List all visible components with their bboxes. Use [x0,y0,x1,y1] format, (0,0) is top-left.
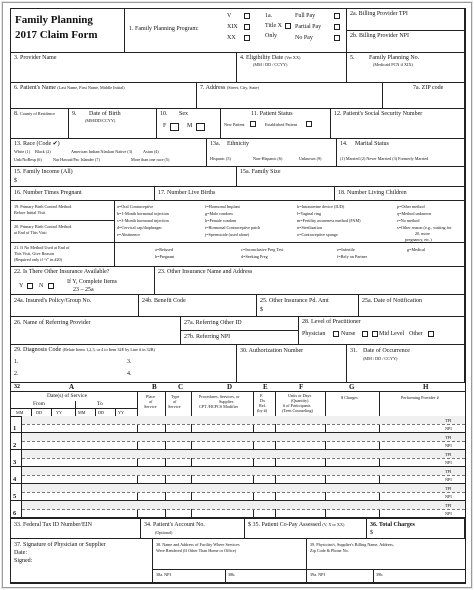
benefit-code-field[interactable] [139,295,257,317]
other-ins-amt-label: 25. Other Insurance Pd. Amt [260,298,329,304]
patient-name-field[interactable] [11,83,197,109]
established-patient-checkbox[interactable] [306,121,312,127]
label-title-x: Title X [265,23,282,29]
signature-signed: Signed: [14,558,33,564]
facility-npi-label: 38a. NPI [156,572,171,577]
referring-npi-field[interactable] [181,331,299,345]
facility-line2: Were Rendered (If Other Than Home or Office) [156,548,237,553]
marital-status-field [337,139,465,167]
other-insurance-name-label: 23. Other Insurance Name and Address [158,269,253,275]
col-letter-f: F [299,383,304,391]
label-only: Only [265,33,277,39]
procedures-header-1: Procedures, Services, or [199,394,240,399]
signature-date: Date: [14,550,27,556]
title-x-checkbox[interactable] [285,23,291,29]
program-xix-checkbox[interactable] [244,24,250,30]
title-line1: Family Planning [15,14,93,26]
method-c: c=3-Month hormonal injection [117,218,169,223]
label-partial-pay: Partial Pay [295,24,322,30]
living-children-field[interactable] [335,187,465,201]
tax-id-label: 33. Federal Tax ID Number/EIN [14,522,92,528]
to-header: To [97,401,103,407]
col-letter-g: G [349,383,355,391]
account-no-label: 34. Patient's Account No. [144,522,205,528]
dates-of-service-header: Date(s) of Service [47,393,88,399]
ethnicity-field [207,139,337,167]
service-line-row[interactable] [11,467,465,484]
billing-npi-label-39a: 39a. NPI [310,572,325,577]
col-letter-a: A [69,383,75,391]
marital-options: (1) Married (2) Never Married (3) Formerly Married [340,156,429,161]
service-line-tpi-label: TPI [445,452,452,457]
type-header-1: Type [171,394,180,399]
service-line-border [11,517,465,518]
reason-codes [115,243,465,267]
units-header-2: (Quantity) [291,398,309,403]
service-line-npi-label: NPI [445,460,452,465]
service-line-tpi-label: TPI [445,469,452,474]
practitioner-level-field [299,317,465,345]
family-size-label: 15a. Family Size [240,169,281,175]
service-line-npi-label: NPI [445,426,452,431]
billing-npi-field[interactable] [347,31,465,53]
provider-name-field[interactable] [11,53,237,83]
authorization-field[interactable] [237,345,347,383]
bc-before-line2: Before Initial Visit [14,210,46,215]
service-line-shaded-half [22,416,465,424]
insurance-y-checkbox[interactable] [27,283,33,289]
method-a: a=Oral Contraceptive [117,204,154,209]
method-p: p=Other method [397,204,425,209]
service-line-divider [22,475,465,476]
service-line-shaded-half [22,484,465,492]
eligibility-date-format: (MM / DD / CCYY) [253,62,288,67]
eligibility-date-field[interactable] [237,53,347,83]
method-s-cont2: pregnancy, etc.) [405,237,432,242]
other-insurance-label: 22. Is There Other Insurance Available? [14,269,110,275]
zip-label: 7a. ZIP code [413,85,444,91]
family-size-field[interactable] [237,167,465,187]
level-nurse-checkbox[interactable] [362,331,368,337]
service-lines-table [11,383,465,519]
method-codes [115,201,465,243]
method-o: o=Contraceptive sponge [297,232,338,237]
method-k: k=Intrauterine device (IUD) [297,204,345,209]
birth-control-before-field[interactable] [11,201,115,221]
reason-f: f=Rely on Partner [337,254,368,259]
facility-field[interactable] [153,539,307,583]
sex-f-checkbox[interactable] [170,123,179,131]
dx-4: 4. [127,371,132,377]
procedures-header-2: Supplies [219,399,234,404]
type-header-3: Service [168,404,181,409]
bc-before-line1: 19. Primary Birth Control Method [14,204,72,209]
occurrence-date-field[interactable] [347,345,465,383]
program-v-checkbox[interactable] [244,13,250,19]
method-s-cont: 20, more [415,231,430,236]
dx-ref-header-2: Dx [260,398,266,403]
ethnicity-hispanic: Hispanic (5) [210,156,231,161]
county-label: 8. County of Residence [14,111,56,117]
to-mm: MM [78,410,86,415]
dob-label: Date of Birth [89,111,121,117]
service-line-row[interactable] [11,501,465,518]
other-insurance-name-field[interactable] [155,267,465,295]
other-ins-amt-field[interactable] [257,295,359,317]
billing-tpi-label: 2a. Billing Provider TPI [350,11,408,17]
from-header: From [33,401,45,407]
method-r: r=No method [397,218,420,223]
no-method-line1: 21. If No Method Used at End of [14,245,70,250]
reason-b: b=Pregnant [155,254,175,259]
service-line-shaded-half [22,467,465,475]
reason-d: d=Seeking Preg [241,254,268,259]
dob-field[interactable] [69,109,157,139]
referring-npi-label: 27b. Referring NPI [184,334,231,340]
partial-pay-checkbox[interactable] [334,24,340,30]
total-charges-label: 36. Total Charges [370,522,415,528]
fp-no-label: Family Planning No. [369,55,420,61]
col-letter-d: D [227,383,233,391]
marital-label: Marital Status [355,141,389,147]
total-charges-currency: $ [370,530,373,536]
sex-label: Sex [179,111,188,117]
reason-e: e=Infertile [337,247,355,252]
billing-tpi-field[interactable] [347,9,465,31]
title-line2: 2017 Claim Form [15,29,98,41]
method-s: s=Other reason (e.g., waiting for [397,225,452,230]
units-header-1: Units or Days [288,393,312,398]
service-line-row[interactable] [11,433,465,450]
service-line-number: 2 [13,442,17,449]
occurrence-num: 31. [350,348,358,354]
service-line-number: 5 [13,493,17,500]
diagnosis-code-field[interactable] [11,345,237,383]
service-line-divider [22,509,465,510]
race-unknown: Unk/NoResp (6) [14,157,42,162]
method-g: g=Male condom [205,211,233,216]
living-children-label: 18. Number Living Children [338,190,407,196]
ethnicity-label: Ethnicity [227,141,249,147]
signature-field[interactable] [11,539,153,583]
col-letter-h: H [423,383,429,391]
method-m: m=Fertility awareness method (FAM) [297,218,361,223]
race-black: Black (2) [35,149,51,154]
family-income-field[interactable] [11,167,237,187]
race-multi: More than one race (5) [131,157,170,162]
policy-group-field[interactable] [11,295,139,317]
race-field [11,139,207,167]
new-patient-checkbox[interactable] [250,121,256,127]
units-header-4: (Teen Counseling) [282,408,313,413]
ethnicity-unknown: Unknown (9) [299,156,322,161]
to-dd: DD [98,410,105,415]
bc-after-line2: at End of This Visit [14,230,47,235]
dx-1: 1. [14,359,19,365]
other-ins-amt-currency: $ [260,307,263,313]
no-pay-checkbox[interactable] [334,35,340,41]
live-births-field[interactable] [155,187,335,201]
method-n: n=Sterilization [297,225,322,230]
eligibility-date-label: 4. Eligibility Date (Ver XX) [240,55,301,61]
benefit-code-label: 24b. Benefit Code [142,298,186,304]
established-patient-label: Established Patient [265,122,297,127]
service-line-number: 3 [13,459,17,466]
method-i: i=Hormonal Contraceptive patch [205,225,261,230]
service-line-npi-label: NPI [445,494,452,499]
service-line-tpi-label: TPI [445,486,452,491]
method-j: j=Spermicide (used alone) [205,232,250,237]
level-midlevel-checkbox[interactable] [372,331,378,337]
method-q: q=Method unknown [397,211,432,216]
authorization-label: 30. Authorization Number [240,348,304,354]
method-d: d=Cervical cap/diaphragm [117,225,162,230]
signature-label: 37. Signature of Physician or Supplier [14,542,106,548]
units-header-3: # of Participants [283,403,311,408]
dx-ref-header-4: (by #) [257,408,268,413]
sex-field [157,109,221,139]
method-b: b=1-Month hormonal injection [117,211,169,216]
service-line-row[interactable] [11,416,465,433]
dx-ref-header-1: E [260,393,263,398]
billing-npi-label: 2b. Billing Provider NPI [350,33,410,39]
family-income-currency: $ [14,178,17,184]
race-white: White (1) [14,149,31,154]
race-american-indian: American Indian/Alaskan Native (3) [71,149,133,154]
service-line-npi-label: NPI [445,477,452,482]
service-line-npi-label: NPI [445,443,452,448]
facility-line1: 38. Name and Address of Facility Where Services [156,542,240,547]
billing-39b-label: 39b. [376,572,384,577]
marital-num: 14. [340,141,348,147]
level-nurse-label: Nurse [341,331,356,337]
performing-provider-header: Performing Provider # [401,395,439,400]
full-pay-checkbox[interactable] [334,13,340,19]
referring-provider-field[interactable] [11,317,181,345]
birth-control-after-field[interactable] [11,221,115,243]
service-line-tpi-label: TPI [445,418,452,423]
family-income-label: 15. Family Income (All) [14,169,73,175]
claim-form [10,8,466,584]
level-physician-checkbox[interactable] [333,331,339,337]
bc-after-line1: 20. Primary Birth Control Method [14,224,72,229]
no-method-line2: This Visit, Give Reason [14,251,54,256]
race-label: 13. Race (Code ✔) [14,141,60,147]
no-method-reason-field[interactable] [11,243,115,267]
service-line-npi-label: NPI [445,511,452,516]
billing-info-line2: Zip Code & Phone No. [310,548,349,553]
service-line-tpi-label: TPI [445,503,452,508]
service-line-divider [22,424,465,425]
referring-other-id-field[interactable] [181,317,299,331]
address-field[interactable] [197,83,383,109]
service-line-number: 1 [13,425,17,432]
procedures-header-3: CPT /HCPCS Modifier [199,404,239,409]
service-line-shaded-half [22,450,465,458]
from-mm: MM [16,410,24,415]
insurance-note2: 23 – 25a [73,287,94,293]
charges-header: $ Charges [341,395,358,400]
referring-other-id-label: 27a. Referring Other ID [184,320,242,326]
fp-no-sub: (Medicaid PCN if XIX) [373,62,413,67]
provider-name-label: 3. Provider Name [14,55,57,61]
ssn-label: 12. Patient's Social Security Number [334,111,423,117]
service-line-number: 6 [13,510,17,517]
section-32-label: 32 [14,384,20,390]
billing-provider-info-field[interactable] [307,539,465,583]
program-option-xix: XIX [227,24,238,30]
col-letter-c: C [178,383,184,391]
facility-38b-label: 38b. [228,572,236,577]
level-other-label: Other [409,331,423,337]
service-line-number: 4 [13,476,17,483]
ethnicity-non-hispanic: Non-Hispanic (6) [253,156,283,161]
insurance-n-label: N [39,283,44,289]
from-yy: YY [56,410,63,415]
method-h: h=Female condom [205,218,237,223]
county-field[interactable] [11,109,69,139]
level-physician-label: Physician [302,331,326,337]
program-field [125,9,347,53]
occurrence-label: Date of Occurrence [363,348,410,354]
type-header-2: of [173,399,177,404]
zip-field[interactable] [383,83,465,109]
place-header-1: Place [146,394,156,399]
times-pregnant-field[interactable] [11,187,155,201]
program-label: 1. Family Planning Program: [129,26,199,32]
dob-format: (MM/DD/CCYY) [85,118,116,123]
live-births-label: 17. Number Live Births [158,190,216,196]
reason-c: c=Inconclusive Preg Test [241,247,284,252]
method-f: f=Hormonal Implant [205,204,240,209]
tax-id-field[interactable] [11,519,141,539]
insurance-note1: If Y, Complete Items [67,279,117,285]
practitioner-level-label: 28. Level of Practitioner [302,319,361,325]
notification-date-label: 25a. Date of Notification [362,298,422,304]
method-l: l=Vaginal ring [297,211,322,216]
sex-m-label: M [187,123,193,129]
sex-m-checkbox[interactable] [196,123,205,131]
dx-ref-header-3: Ref. [259,403,267,408]
no-method-line3: (Required only if “r” in #20) [14,257,63,262]
race-hawaiian: Nat Hawaii/Pac Islander (7) [53,157,100,162]
program-option-v: V [227,13,232,19]
to-yy: YY [118,410,125,415]
address-label: 7. Address (Street, City, State) [200,85,259,91]
label-1a: 1a. [265,13,273,19]
label-no-pay: No Pay [295,35,313,41]
service-line-row[interactable] [11,484,465,501]
total-charges-field[interactable] [367,519,465,539]
service-line-row[interactable] [11,450,465,467]
reason-g: g=Medical [407,247,426,252]
col-letter-b: B [152,383,157,391]
billing-info-line1: 39. Physician's, Supplier's Billing Name, Address, [310,542,394,547]
form-title [11,9,125,53]
insurance-y-label: Y [19,283,24,289]
service-line-shaded-half [22,501,465,509]
patient-status-label: 11. Patient Status [251,111,293,117]
sex-f-label: F [163,123,167,129]
dob-num: 9. [72,111,77,117]
dx-2: 2. [14,371,19,377]
policy-group-label: 24a. Insured's Policy/Group No. [14,298,92,304]
other-insurance-available-field [11,267,155,295]
service-line-tpi-label: TPI [445,435,452,440]
service-line-divider [22,492,465,493]
level-midlevel-label: Mid Level [379,331,405,337]
new-patient-label: New Patient [224,122,245,127]
referring-provider-label: 26. Name of Referring Provider [14,320,91,326]
ssn-field[interactable] [331,109,465,139]
fp-no-num: 5. [350,55,355,61]
place-header-3: Service [144,404,157,409]
account-no-field[interactable] [141,519,245,539]
copay-field[interactable] [245,519,367,539]
service-line-shaded-half [22,433,465,441]
ethnicity-num: 13a. [210,141,221,147]
place-header-2: of [149,399,153,404]
notification-date-field[interactable] [359,295,465,317]
program-xx-checkbox[interactable] [244,35,250,41]
label-full-pay: Full Pay [295,13,316,19]
occurrence-format: (MM / DD / CCYY) [363,356,398,361]
dx-3: 3. [127,359,132,365]
from-dd: DD [36,410,43,415]
reason-a: a=Refused [155,247,173,252]
patient-status-field [221,109,331,139]
service-line-divider [22,458,465,459]
family-planning-no-field[interactable] [347,53,465,83]
service-line-divider [22,441,465,442]
account-no-optional: (Optional) [155,530,173,535]
times-pregnant-label: 16. Number Times Pregnant [14,190,82,196]
method-e: e=Abstinence [117,232,141,237]
col-letter-e: E [263,383,268,391]
copay-label: $ 35. Patient Co-Pay Assessed (V, X or XX) [248,522,345,528]
level-other-checkbox[interactable] [428,331,434,337]
race-asian: Asian (4) [143,149,159,154]
sex-num: 10. [160,111,168,117]
patient-name-label: 6. Patient's Name (Last Name, First Name, Middle Initial) [14,85,125,91]
insurance-n-checkbox[interactable] [48,283,54,289]
program-option-xx: XX [227,35,236,41]
diagnosis-label: 29. Diagnosis Code (Relate Items 1,2,3, or 4 to Item 32E by Line # in 32B) [14,347,155,353]
